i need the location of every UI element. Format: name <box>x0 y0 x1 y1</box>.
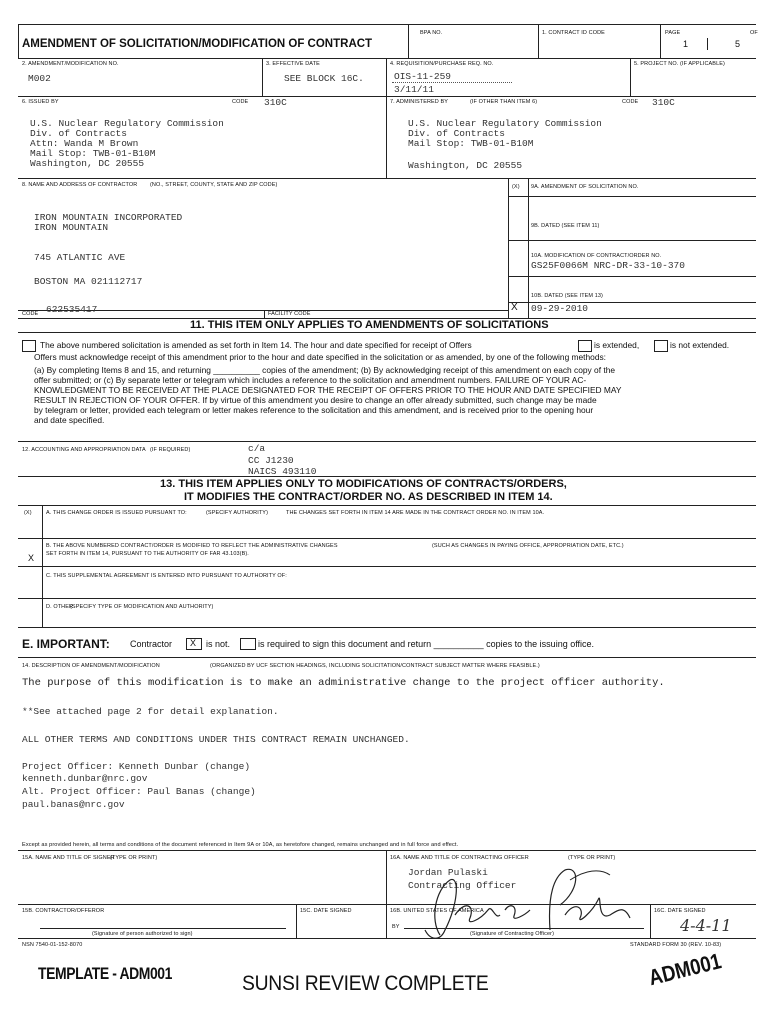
by-label: BY <box>392 924 400 930</box>
item11-line4: offer submitted; or (c) By separate letter or telegram which includes a reference to the solicitation and amendment numbers. FAILURE OF YOUR AC- <box>34 375 587 385</box>
item13-title-1: 13. THIS ITEM APPLIES ONLY TO MODIFICATIONS OF CONTRACTS/ORDERS, <box>160 478 567 490</box>
amend-solicitation-label: 9A. AMENDMENT OF SOLICITATION NO. <box>531 184 639 190</box>
item13-b1: B. THE ABOVE NUMBERED CONTRACT/ORDER IS MODIFIED TO REFLECT THE ADMINISTRATIVE CHANGES <box>46 543 338 549</box>
item11-line7: by telegram or letter, provided each telegram or letter makes reference to the solicitation and this amendment, and is received prior to the opening hour <box>34 405 594 415</box>
issued-line-1: U.S. Nuclear Regulatory Commission <box>30 118 224 129</box>
important-contractor: Contractor <box>130 639 173 649</box>
important-label: E. IMPORTANT: <box>22 637 110 651</box>
administered-note: (IF OTHER THAN ITEM 6) <box>470 99 538 105</box>
contractor-label: 8. NAME AND ADDRESS OF CONTRACTOR <box>22 182 138 188</box>
item13-c: C. THIS SUPPLEMENTAL AGREEMENT IS ENTERED INTO PURSUANT TO AUTHORITY OF: <box>46 573 287 579</box>
item13-a-rest: THE CHANGES SET FORTH IN ITEM 14 ARE MADE IN THE CONTRACT ORDER NO. IN ITEM 10A. <box>286 510 545 516</box>
not-extended-checkbox[interactable] <box>654 340 668 352</box>
usa-label: 16B. UNITED STATES OF AMERICA <box>390 908 484 914</box>
amendment-no-value: M002 <box>28 73 51 84</box>
project-no-label: 5. PROJECT NO. (IF APPLICABLE) <box>634 61 725 67</box>
10b-x-mark: X <box>511 302 518 313</box>
dated-10b-value: 09-29-2010 <box>531 303 589 314</box>
officer-signature <box>400 860 650 950</box>
page-label: PAGE <box>665 30 681 36</box>
item11-line8: and date specified. <box>34 415 105 425</box>
description-line-4: Project Officer: Kenneth Dunbar (change) <box>22 761 251 772</box>
item13-a-note: (SPECIFY AUTHORITY) <box>206 510 268 516</box>
item13-title-2: IT MODIFIES THE CONTRACT/ORDER NO. AS DESCRIBED IN ITEM 14. <box>184 491 553 503</box>
item13-b-mark: X <box>28 553 35 563</box>
item11-line1: The above numbered solicitation is amended as set forth in Item 14. The hour and date specified for receipt of Offers <box>40 340 472 350</box>
accounting-note: (IF REQUIRED) <box>150 447 191 453</box>
x-column-label: (X) <box>512 184 520 190</box>
description-line-3: ALL OTHER TERMS AND CONDITIONS UNDER THIS CONTRACT REMAIN UNCHANGED. <box>22 734 410 745</box>
is-required-label: is required to sign this document and return __________ copies to the issuing office. <box>258 639 595 649</box>
effective-date-value: SEE BLOCK 16C. <box>284 73 364 84</box>
contractor-city: BOSTON MA 021112717 <box>34 276 143 287</box>
contractor-note: (NO., STREET, COUNTY, STATE AND ZIP CODE) <box>150 182 278 188</box>
nsn-label: NSN 7540-01-152-8070 <box>22 942 83 948</box>
requisition-date: 3/11/11 <box>394 84 434 95</box>
officer-note: (TYPE OR PRINT) <box>568 855 616 861</box>
standard-form-label: STANDARD FORM 30 (REV. 10-83) <box>630 942 722 948</box>
requisition-value: OIS-11-259 <box>394 71 452 82</box>
officer-date-label: 16C. DATE SIGNED <box>654 908 706 914</box>
form-title: AMENDMENT OF SOLICITATION/MODIFICATION OF CONTRACT <box>22 38 373 50</box>
of-label: OF <box>750 30 758 36</box>
item13-d: D. OTHER <box>46 604 74 610</box>
contractor-street: 745 ATLANTIC AVE <box>34 252 126 263</box>
item13-x-label: (X) <box>24 510 32 516</box>
solicitation-amended-checkbox[interactable] <box>22 340 36 352</box>
admin-code-value: 310C <box>652 97 675 108</box>
admin-line-1: U.S. Nuclear Regulatory Commission <box>408 118 602 129</box>
issued-line-3: Attn: Wanda M Brown <box>30 138 139 149</box>
item11-line5: KNOWLEDGMENT TO BE RECEIVED AT THE PLACE DESIGNATED FOR THE RECEIPT OF OFFERS PRIOR TO THE HOUR AND DATE SPECIFIED MAY <box>34 385 622 395</box>
accounting-label: 12. ACCOUNTING AND APPROPRIATION DATA <box>22 447 146 453</box>
item13-b2: SET FORTH IN ITEM 14, PURSUANT TO THE AUTHORITY OF FAR 43.103(B). <box>46 551 249 557</box>
dated-9b-label: 9B. DATED (SEE ITEM 11) <box>531 223 600 229</box>
item13-d-note: (SPECIFY TYPE OF MODIFICATION AND AUTHORITY) <box>70 604 214 610</box>
sunsi-stamp: SUNSI REVIEW COMPLETE <box>242 972 489 995</box>
issued-line-2: Div. of Contracts <box>30 128 127 139</box>
accounting-line-2: CC J1230 <box>248 455 294 466</box>
item13-b1-note: (SUCH AS CHANGES IN PAYING OFFICE, APPROPRIATION DATE, ETC.) <box>432 543 624 549</box>
description-line-7: paul.banas@nrc.gov <box>22 799 125 810</box>
modification-contract-value: GS25F0066M NRC-DR-33-10-370 <box>531 260 685 271</box>
amendment-no-label: 2. AMENDMENT/MODIFICATION NO. <box>22 61 119 67</box>
contractor-offeror-label: 15B. CONTRACTOR/OFFEROR <box>22 908 105 914</box>
page-number: 1 <box>683 39 689 49</box>
accounting-line-3: NAICS 493110 <box>248 466 317 477</box>
description-line-1: The purpose of this modification is to make an administrative change to the project officer authority. <box>22 677 665 689</box>
dated-10b-label: 10B. DATED (SEE ITEM 13) <box>531 293 603 299</box>
issued-line-5: Washington, DC 20555 <box>30 158 145 169</box>
issued-line-4: Mail Stop: TWB-01-B10M <box>30 148 156 159</box>
item11-line6: RESULT IN REJECTION OF YOUR OFFER. If by virtue of this amendment you desire to change an offer already submitted, such change may be made <box>34 395 597 405</box>
adm-stamp: ADM001 <box>646 948 724 991</box>
is-not-label: is not. <box>206 639 231 649</box>
admin-line-3: Mail Stop: TWB-01-B10M <box>408 138 534 149</box>
issued-by-label: 6. ISSUED BY <box>22 99 59 105</box>
is-not-checkbox[interactable] <box>186 638 202 650</box>
officer-date-value: 4-4-11 <box>680 916 732 935</box>
description-note: (ORGANIZED BY UCF SECTION HEADINGS, INCLUDING SOLICITATION/CONTRACT SUBJECT MATTER WHERE FEASIBLE.) <box>210 663 540 669</box>
admin-city: Washington, DC 20555 <box>408 160 523 171</box>
officer-title: Contracting Officer <box>408 880 517 891</box>
officer-sig-caption: (Signature of Contracting Officer) <box>470 931 555 937</box>
contractor-code-value: 622535417 <box>46 304 98 315</box>
issued-code-value: 310C <box>264 97 287 108</box>
effective-date-label: 3. EFFECTIVE DATE <box>266 61 320 67</box>
not-extended-label: is not extended. <box>670 340 730 350</box>
officer-name: Jordan Pulaski <box>408 867 488 878</box>
contractor-line-1: IRON MOUNTAIN INCORPORATED <box>34 212 183 223</box>
modification-contract-label: 10A. MODIFICATION OF CONTRACT/ORDER NO. <box>531 253 662 259</box>
bpa-label: BPA NO. <box>420 30 443 36</box>
accounting-line-1: c/a <box>248 443 266 454</box>
extended-checkbox[interactable] <box>578 340 592 352</box>
extended-label: is extended, <box>594 340 640 350</box>
contract-id-label: 1. CONTRACT ID CODE <box>542 30 605 36</box>
description-label: 14. DESCRIPTION OF AMENDMENT/MODIFICATION <box>22 663 160 669</box>
contractor-sig-caption: (Signature of person authorized to sign) <box>92 931 193 937</box>
page-count: 5 <box>735 39 741 49</box>
contractor-line-2: IRON MOUNTAIN <box>34 222 109 233</box>
requisition-label: 4. REQUISITION/PURCHASE REQ. NO. <box>390 61 494 67</box>
description-line-5: kenneth.dunbar@nrc.gov <box>22 773 148 784</box>
description-line-6: Alt. Project Officer: Paul Banas (change) <box>22 786 256 797</box>
item11-line3: (a) By completing Items 8 and 15, and returning __________ copies of the amendment; (b) By acknowledging receipt of this amendment on each copy of the <box>34 365 616 375</box>
facility-code-label: FACILITY CODE <box>268 311 311 317</box>
issued-code-label: CODE <box>232 99 249 105</box>
contractor-date-label: 15C. DATE SIGNED <box>300 908 352 914</box>
administered-by-label: 7. ADMINISTERED BY <box>390 99 449 105</box>
admin-code-label: CODE <box>622 99 639 105</box>
signer-note: (TYPE OR PRINT) <box>110 855 158 861</box>
officer-label: 16A. NAME AND TITLE OF CONTRACTING OFFICER <box>390 855 529 861</box>
contractor-code-label: CODE <box>22 311 39 317</box>
except-text: Except as provided herein, all terms and conditions of the document referenced in Item 9A or 10A, as heretofore changed, remains unchanged and in full force and effect. <box>22 842 459 848</box>
item11-title: 11. THIS ITEM ONLY APPLIES TO AMENDMENTS OF SOLICITATIONS <box>190 319 549 331</box>
item13-a: A. THIS CHANGE ORDER IS ISSUED PURSUANT TO: <box>46 510 187 516</box>
template-stamp: TEMPLATE - ADM001 <box>38 964 172 983</box>
signer-label: 15A. NAME AND TITLE OF SIGNER <box>22 855 115 861</box>
admin-line-2: Div. of Contracts <box>408 128 505 139</box>
description-line-2: **See attached page 2 for detail explanation. <box>22 706 279 717</box>
is-not-mark: X <box>190 638 197 648</box>
is-required-checkbox[interactable] <box>240 638 256 650</box>
item11-line2: Offers must acknowledge receipt of this amendment prior to the hour and date specified in the solicitation or as amended, by one of the following methods: <box>34 352 606 362</box>
